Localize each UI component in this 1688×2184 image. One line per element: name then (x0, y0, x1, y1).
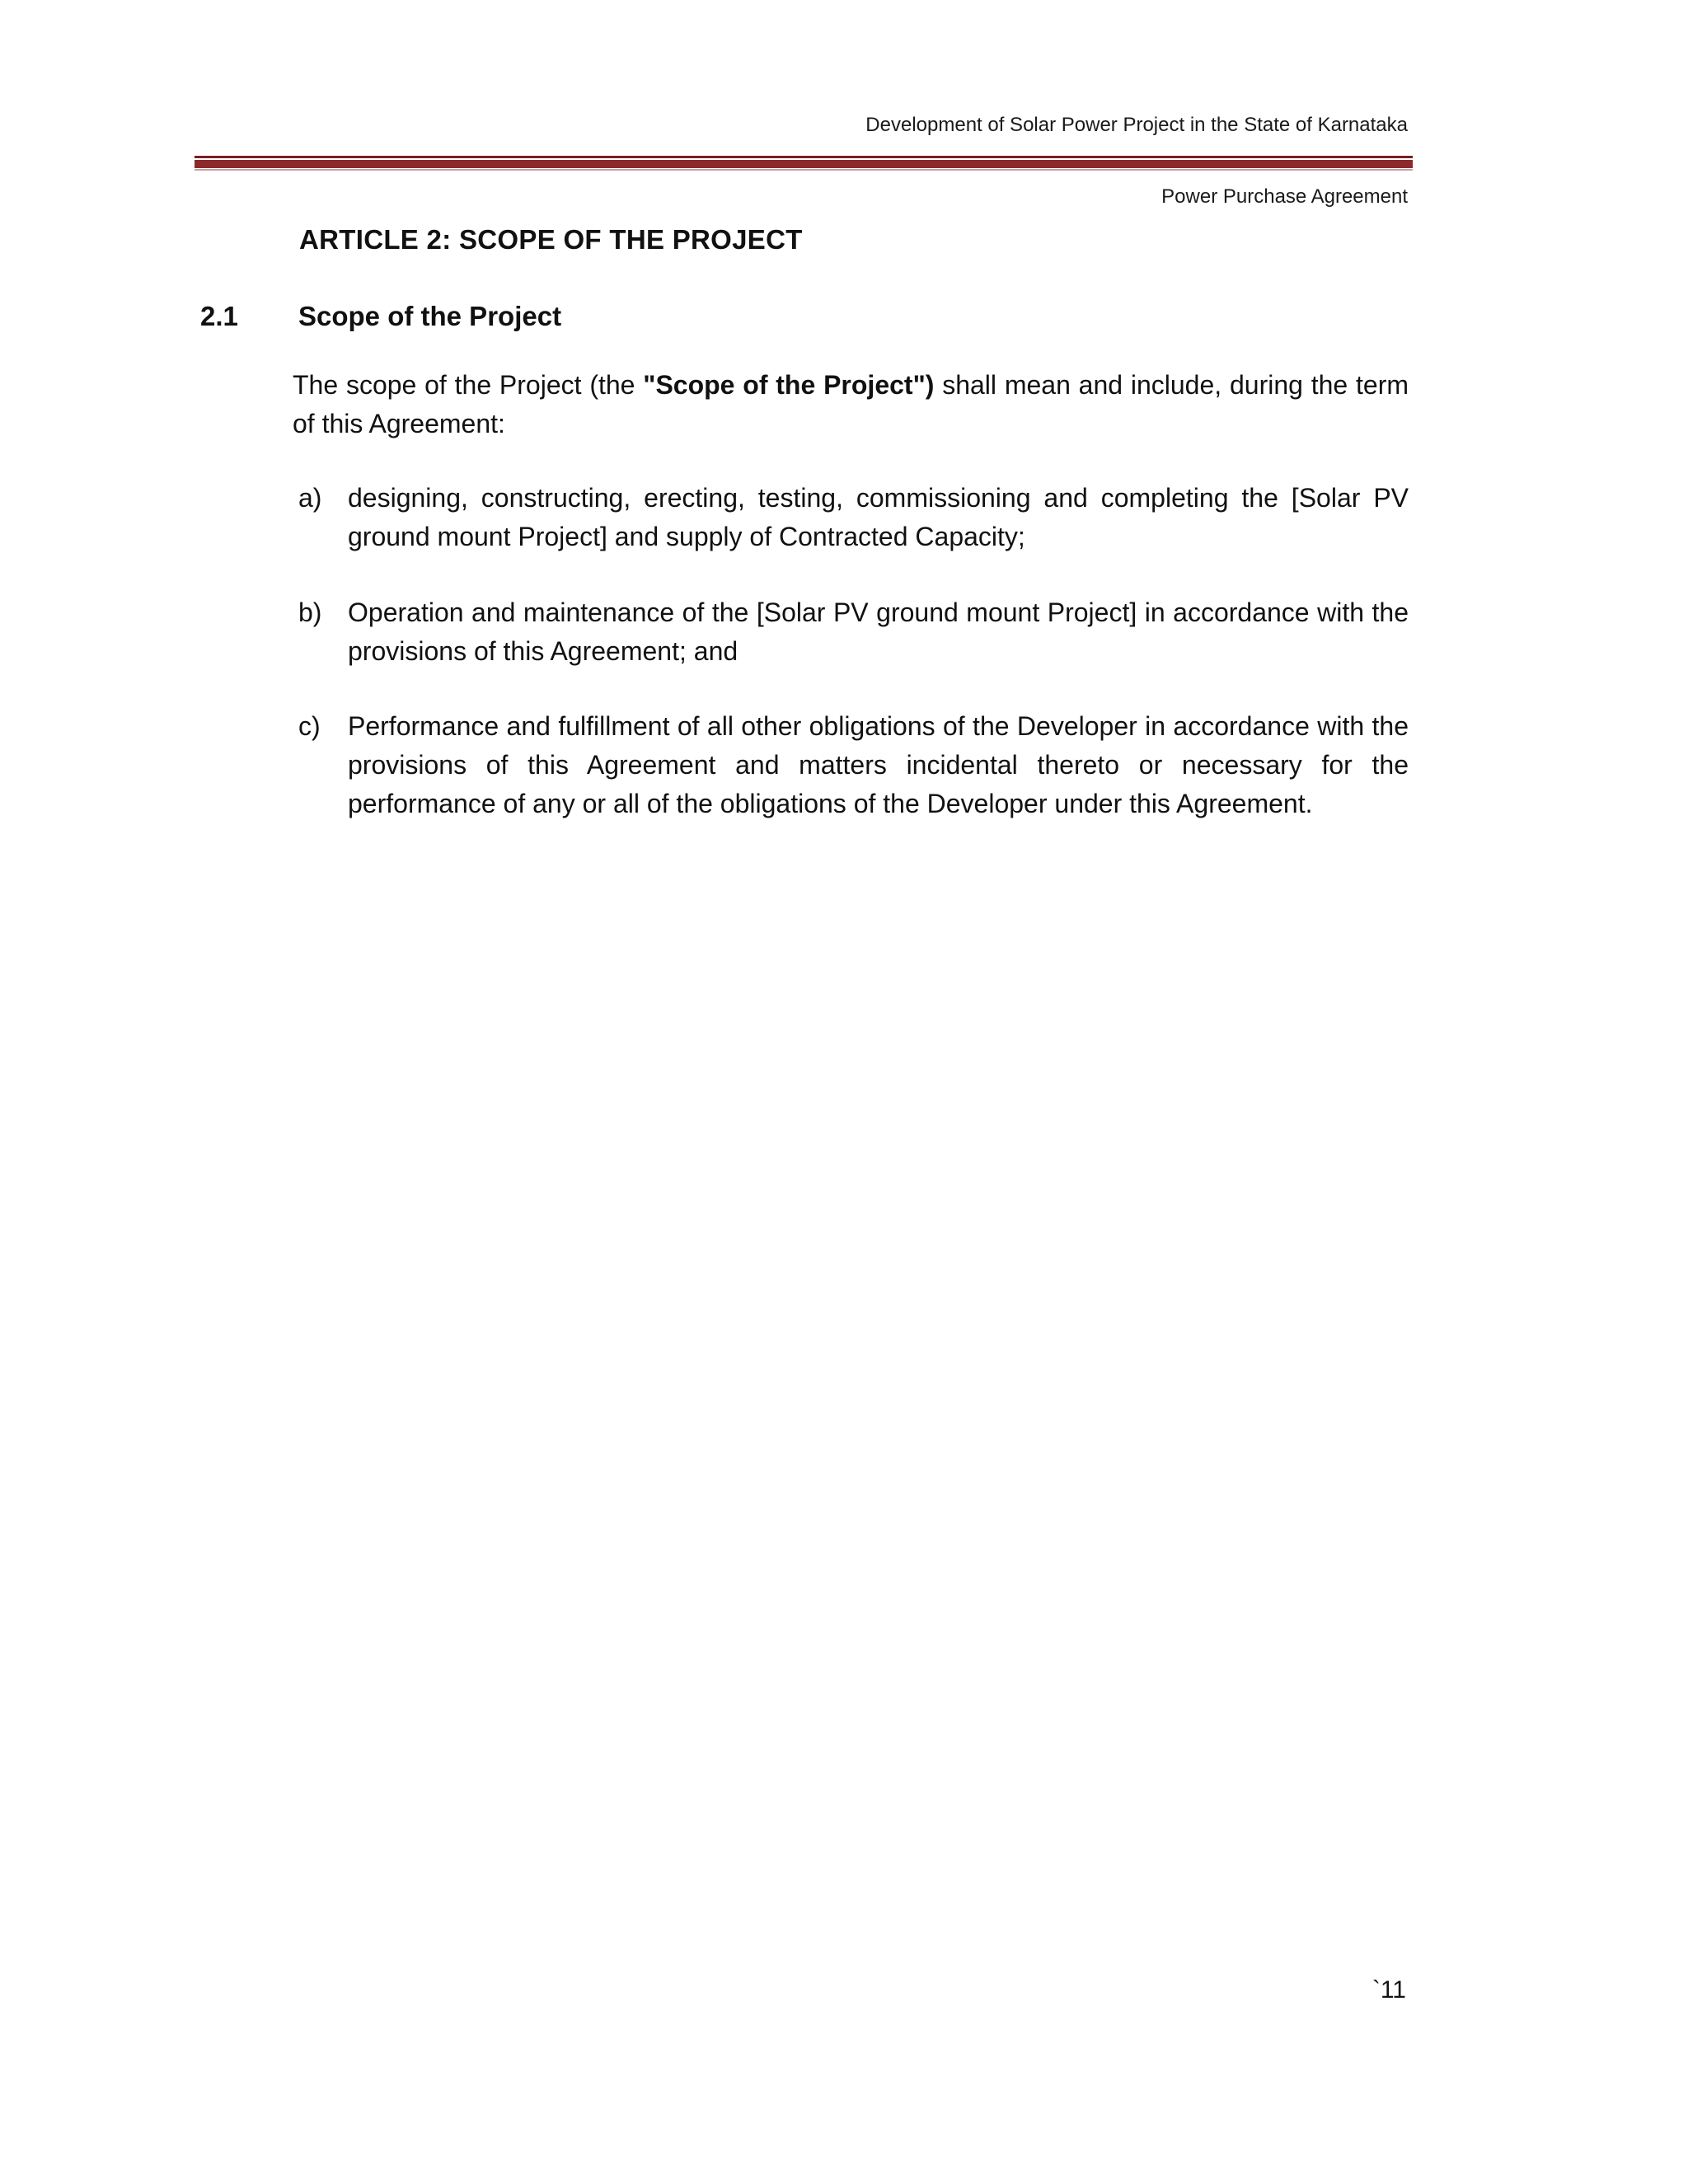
list-text-a: designing, constructing, erecting, testing, commissioning and completing the [Solar PV ground mount Project] and supply of Contracted Capacity; (348, 483, 1409, 551)
header-rule-thick (195, 160, 1413, 168)
section-number: 2.1 (200, 301, 238, 331)
list-text-b: Operation and maintenance of the [Solar PV ground mount Project] in accordance with the provisions of this Agreement; and (348, 598, 1409, 666)
header-rule-top (195, 156, 1413, 158)
intro-defined-term: "Scope of the Project") (643, 370, 935, 400)
list-marker-c: c) (298, 711, 321, 741)
intro-paragraph (293, 366, 1409, 443)
article-heading: ARTICLE 2: SCOPE OF THE PROJECT (299, 224, 803, 255)
section-title: Scope of the Project (298, 301, 562, 331)
header-title: Development of Solar Power Project in the State of Karnataka (865, 114, 1408, 136)
list-text-c: Performance and fulfillment of all other obligations of the Developer in accordance with the provisions of this Agreement and matters incidental thereto or necessary for the performance of any or all of the obligations of the Developer under this Agreement. (348, 711, 1409, 818)
list-marker-a: a) (298, 483, 322, 513)
list-marker-b: b) (298, 598, 322, 627)
intro-text-pre: The scope of the Project (the (293, 370, 644, 400)
page-number: `11 (1372, 1976, 1406, 2004)
header-subtitle: Power Purchase Agreement (1161, 185, 1408, 208)
intro-text-post: shall mean and include, during the term of this Agreement: (293, 370, 1409, 438)
header-rule-bottom (195, 169, 1413, 171)
